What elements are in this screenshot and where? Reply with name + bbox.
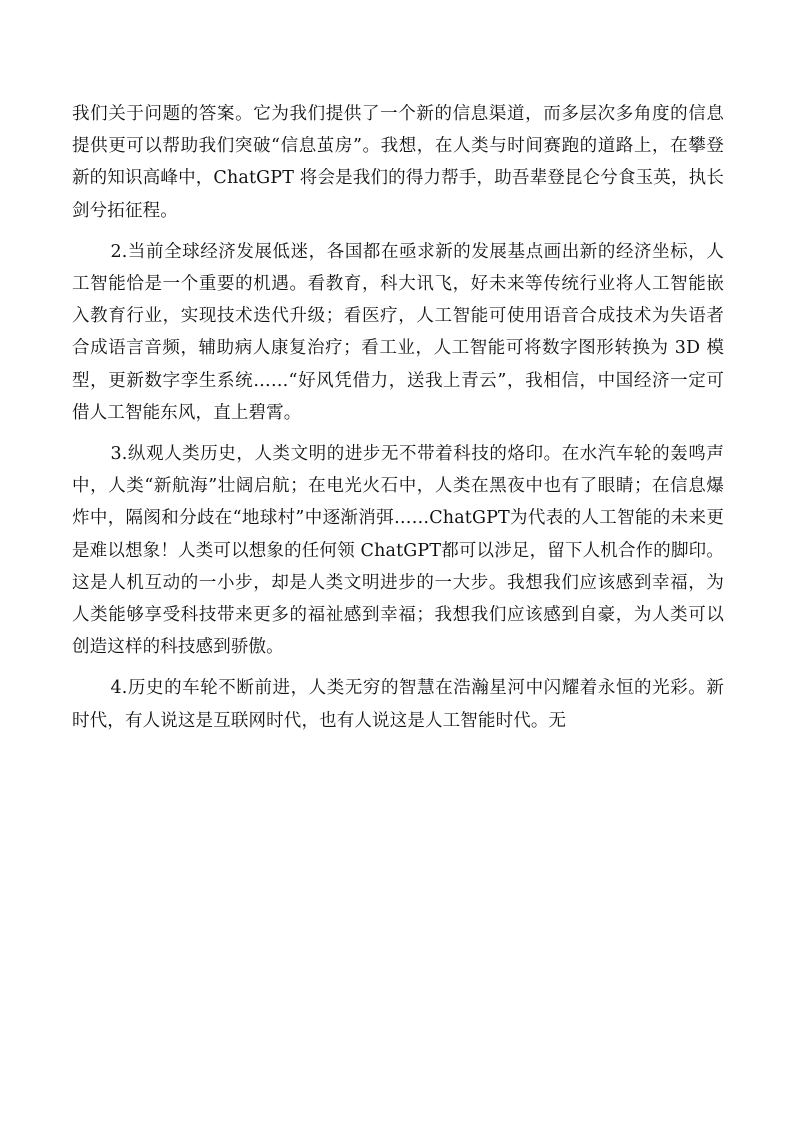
- paragraph-3: 3.纵观人类历史，人类文明的进步无不带着科技的烙印。在水汽车轮的轰鸣声中，人类“新航海”壮阔启航；在电光火石中，人类在黑夜中也有了眼睛；在信息爆炸中，隔阂和分歧在“地球村”中逐渐消弭……ChatGPT为代表的人工智能的未来更是难以想象！人类可以想象的任何领 ChatGPT都可以涉足，留下人机合作的脚印。这是人机互动的一小步，却是人类文明进步的一大步。我想我们应该感到幸福，为人类能够享受科技带来更多的福祉感到幸福；我想我们应该感到自豪，为人类可以创造这样的科技感到骄傲。: [72, 444, 724, 658]
- paragraph-continued: 我们关于问题的答案。它为我们提供了一个新的信息渠道，而多层次多角度的信息提供更可以帮助我们突破“信息茧房”。我想，在人类与时间赛跑的道路上，在攀登新的知识高峰中，ChatGPT 将会是我们的得力帮手，助吾辈登昆仑兮食玉英，执长剑兮拓征程。: [72, 104, 724, 221]
- document-body: [72, 98, 724, 746]
- paragraph-2: 2.当前全球经济发展低迷，各国都在亟求新的发展基点画出新的经济坐标，人工智能恰是一个重要的机遇。看教育，科大讯飞，好未来等传统行业将人工智能嵌入教育行业，实现技术迭代升级；看医疗，人工智能可使用语音合成技术为失语者合成语言音频，辅助病人康复治疗；看工业，人工智能可将数字图形转换为 3D 模型，更新数字孪生系统……“好风凭借力，送我上青云”，我相信，中国经济一定可借人工智能东风，直上碧霄。: [72, 241, 724, 423]
- paragraph-4: 4.历史的车轮不断前进，人类无穷的智慧在浩瀚星河中闪耀着永恒的光彩。新时代，有人说这是互联网时代，也有人说这是人工智能时代。无: [72, 678, 724, 731]
